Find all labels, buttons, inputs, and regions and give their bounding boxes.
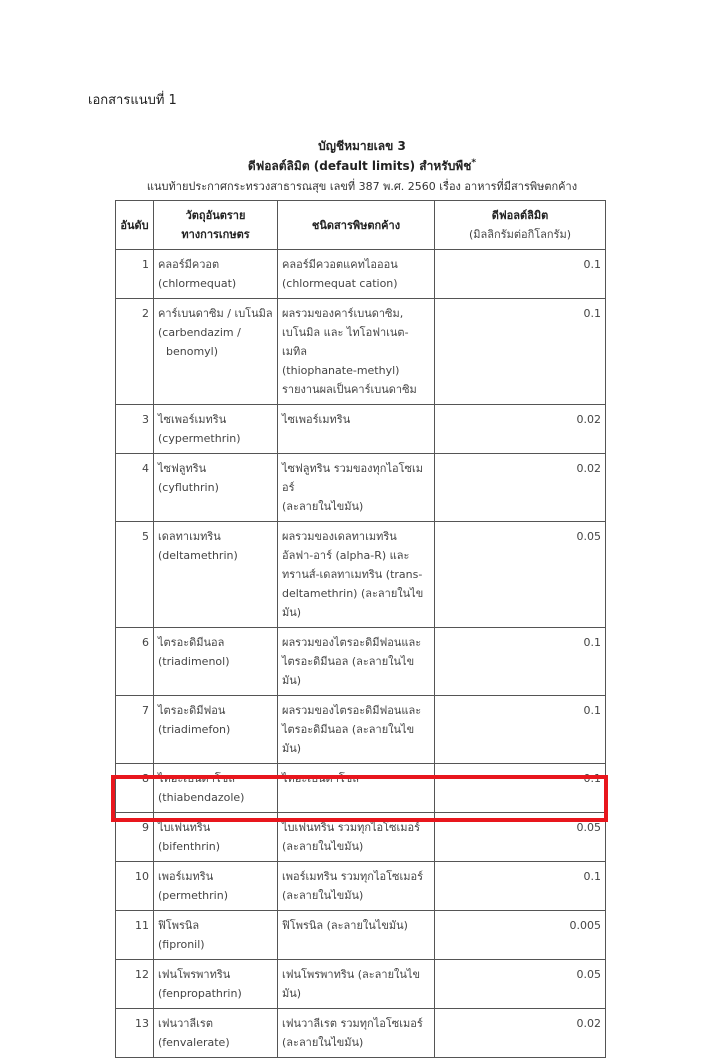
header-hazard-line1: วัตถุอันตราย: [185, 209, 246, 222]
hazard-thai-name: ไบเฟนทริน: [158, 821, 211, 834]
attachment-label: เอกสารแนบที่ 1: [88, 93, 177, 108]
hazard-cell: [154, 522, 278, 628]
table-row: [116, 764, 606, 813]
hazard-thai-name: ไตรอะดิมีฟอน: [158, 704, 226, 717]
residue-line: เฟนวาลีเรต รวมทุกไอโซเมอร์: [282, 1017, 423, 1030]
residue-line: เฟนโพรพาทริน (ละลายในไขมัน): [282, 968, 420, 1000]
table-row: [116, 454, 606, 522]
hazard-thai-name: เดลทาเมทริน: [158, 530, 221, 543]
hazard-thai-name: เพอร์เมทริน: [158, 870, 214, 883]
residue-line: ฟิโพรนิล (ละลายในไขมัน): [282, 919, 408, 932]
default-limit-value: 0.05: [435, 960, 606, 1009]
table-row: [116, 628, 606, 696]
hazard-thai-name: ไซเพอร์เมทริน: [158, 413, 227, 426]
hazard-thai-name: ฟิโพรนิล: [158, 919, 200, 932]
list-number-title: บัญชีหมายเลข 3: [318, 139, 406, 153]
residue-line: ไตรอะดิมีนอล (ละลายในไขมัน): [282, 723, 415, 755]
table-body: [116, 250, 606, 1058]
residue-line: ไซฟลูทริน รวมของทุกไอโซเมอร์: [282, 462, 423, 494]
residue-line: ไบเฟนทริน รวมทุกไอโซเมอร์: [282, 821, 421, 834]
hazard-cell: [154, 960, 278, 1009]
header-limit-line2: (มิลลิกรัมต่อกิโลกรัม): [468, 228, 571, 241]
residue-line: ผลรวมของไตรอะดิมีฟอนและ: [282, 704, 422, 717]
hazard-cell: [154, 696, 278, 764]
hazard-thai-name: ไซฟลูทริน: [158, 462, 207, 475]
hazard-english-name: (thiabendazole): [158, 791, 245, 804]
header-limit-line1: ดีฟอลต์ลิมิต: [491, 209, 549, 222]
hazard-english-name: (chlormequat): [158, 277, 237, 290]
residue-line: ไซเพอร์เมทริน: [282, 413, 351, 426]
default-limit-value: 0.1: [435, 862, 606, 911]
residue-line: (ละลายในไขมัน): [282, 500, 364, 513]
header-hazard-line2: ทางการเกษตร: [181, 228, 250, 241]
table-row: [116, 405, 606, 454]
hazard-english-name: (fipronil): [158, 938, 205, 951]
header-limit: [435, 201, 606, 250]
residue-line: ผลรวมของไตรอะดิมีฟอนและ: [282, 636, 422, 649]
residue-cell: [278, 862, 435, 911]
default-limit-value: 0.1: [435, 696, 606, 764]
announcement-subtitle: แนบท้ายประกาศกระทรวงสาธารณสุข เลขที่ 387 พ.ศ. 2560 เรื่อง อาหารที่มีสารพิษตกค้าง: [146, 180, 578, 193]
residue-cell: [278, 250, 435, 299]
table-row: [116, 862, 606, 911]
hazard-english-name: (cyfluthrin): [158, 481, 219, 494]
residue-line: รายงานผลเป็นคาร์เบนดาซิม: [282, 383, 417, 396]
hazard-cell: [154, 813, 278, 862]
default-limit-value: 0.05: [435, 522, 606, 628]
header-no: อันดับ: [116, 201, 154, 250]
hazard-english-name: (triadimenol): [158, 655, 230, 668]
default-limit-value: 0.1: [435, 764, 606, 813]
residue-cell: [278, 405, 435, 454]
row-number: 9: [116, 813, 154, 862]
row-number: 8: [116, 764, 154, 813]
header-hazard: [154, 201, 278, 250]
header-residue: ชนิดสารพิษตกค้าง: [278, 201, 435, 250]
table-row: [116, 911, 606, 960]
hazard-english-name: (permethrin): [158, 889, 228, 902]
hazard-cell: [154, 764, 278, 813]
residue-cell: [278, 911, 435, 960]
hazard-cell: [154, 911, 278, 960]
hazard-english-name: (carbendazim /: [158, 326, 241, 339]
residue-line: (ละลายในไขมัน): [282, 889, 364, 902]
table-row: [116, 299, 606, 405]
row-number: 13: [116, 1009, 154, 1058]
residue-line: (ละลายในไขมัน): [282, 1036, 364, 1049]
default-limit-value: 0.02: [435, 405, 606, 454]
residue-cell: [278, 764, 435, 813]
hazard-english-name: (fenpropathrin): [158, 987, 242, 1000]
hazard-cell: [154, 862, 278, 911]
residue-line: ผลรวมของคาร์เบนดาซิม,: [282, 307, 404, 320]
table-row: [116, 696, 606, 764]
table-row: [116, 250, 606, 299]
residue-line: ผลรวมของเดลทาเมทริน: [282, 530, 397, 543]
hazard-english-name: (cypermethrin): [158, 432, 241, 445]
residue-line: ไตรอะดิมีนอล (ละลายในไขมัน): [282, 655, 415, 687]
row-number: 1: [116, 250, 154, 299]
residue-cell: [278, 628, 435, 696]
hazard-cell: [154, 405, 278, 454]
residue-cell: [278, 299, 435, 405]
default-limit-value: 0.02: [435, 1009, 606, 1058]
default-limits-table: [115, 200, 606, 1058]
hazard-thai-name: เฟนวาลีเรต: [158, 1017, 213, 1030]
default-limits-title: [0, 157, 724, 176]
default-limits-title-text: ดีฟอลต์ลิมิต (default limits) สำหรับพืช: [247, 159, 472, 173]
row-number: 2: [116, 299, 154, 405]
default-limit-value: 0.02: [435, 454, 606, 522]
table-row: [116, 522, 606, 628]
residue-cell: [278, 454, 435, 522]
default-limit-value: 0.1: [435, 299, 606, 405]
footnote-mark: *: [471, 158, 477, 168]
residue-cell: [278, 1009, 435, 1058]
residue-line: ไทอะเบนดาโซล: [282, 772, 359, 785]
residue-line: (ละลายในไขมัน): [282, 840, 364, 853]
residue-line: เบโนมิล และ ไทโอฟาเนต-เมทิล: [282, 326, 409, 358]
row-number: 6: [116, 628, 154, 696]
hazard-cell: [154, 299, 278, 405]
table-row: [116, 1009, 606, 1058]
row-number: 12: [116, 960, 154, 1009]
hazard-thai-name: ไทอะเบนดาโซล: [158, 772, 235, 785]
hazard-english-name: (triadimefon): [158, 723, 231, 736]
residue-cell: [278, 696, 435, 764]
residue-cell: [278, 960, 435, 1009]
hazard-cell: [154, 628, 278, 696]
row-number: 7: [116, 696, 154, 764]
residue-cell: [278, 522, 435, 628]
hazard-english-name: (bifenthrin): [158, 840, 221, 853]
hazard-english-name-cont: benomyl): [166, 345, 219, 358]
row-number: 4: [116, 454, 154, 522]
residue-line: คลอร์มีควอตแคทไอออน: [282, 258, 398, 271]
residue-line: (chlormequat cation): [282, 277, 398, 290]
table-row: [116, 813, 606, 862]
residue-line: ทรานส์-เดลทาเมทริน (trans-: [282, 568, 423, 581]
hazard-english-name: (fenvalerate): [158, 1036, 230, 1049]
residue-line: เพอร์เมทริน รวมทุกไอโซเมอร์: [282, 870, 423, 883]
hazard-cell: [154, 1009, 278, 1058]
row-number: 3: [116, 405, 154, 454]
table-header-row: [116, 201, 606, 250]
residue-line: อัลฟา-อาร์ (alpha-R) และ: [282, 549, 410, 562]
hazard-thai-name: เฟนโพรพาทริน: [158, 968, 231, 981]
table-row: [116, 960, 606, 1009]
hazard-thai-name: คลอร์มีควอต: [158, 258, 220, 271]
default-limit-value: 0.1: [435, 250, 606, 299]
residue-line: deltamethrin) (ละลายในไขมัน): [282, 587, 424, 619]
hazard-cell: [154, 250, 278, 299]
default-limit-value: 0.05: [435, 813, 606, 862]
residue-cell: [278, 813, 435, 862]
row-number: 11: [116, 911, 154, 960]
default-limit-value: 0.005: [435, 911, 606, 960]
hazard-cell: [154, 454, 278, 522]
hazard-thai-name: ไตรอะดิมีนอล: [158, 636, 225, 649]
row-number: 5: [116, 522, 154, 628]
default-limit-value: 0.1: [435, 628, 606, 696]
row-number: 10: [116, 862, 154, 911]
hazard-thai-name: คาร์เบนดาซิม / เบโนมิล: [158, 307, 273, 320]
hazard-english-name: (deltamethrin): [158, 549, 238, 562]
residue-line: (thiophanate-methyl): [282, 364, 400, 377]
